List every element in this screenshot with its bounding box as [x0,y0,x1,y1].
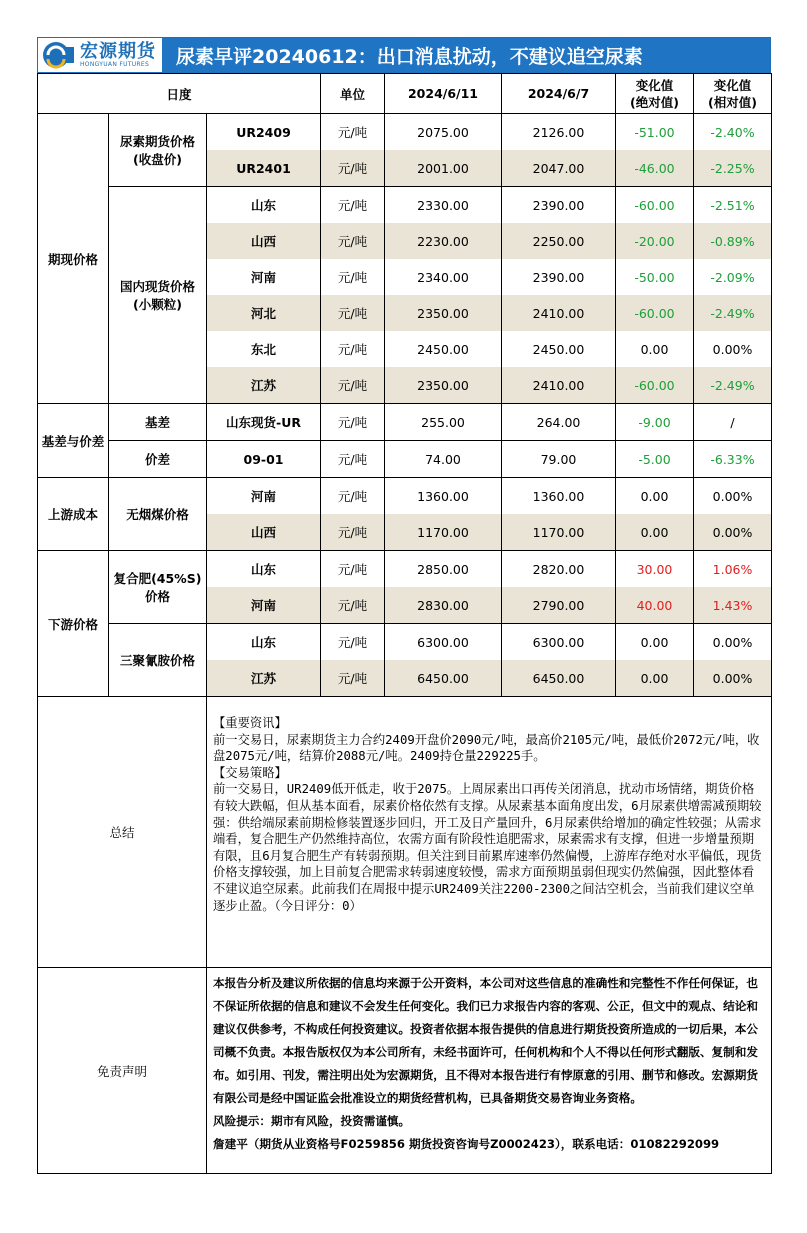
row-change-rel: -6.33% [694,441,772,478]
row-change-rel: 1.06% [694,551,772,588]
row-change-rel: -2.51% [694,187,772,224]
row-value-date1: 2075.00 [385,114,502,151]
sub-label-line: (小颗粒) [133,297,182,312]
logo-en: HONGYUAN FUTURES [80,60,150,68]
disclaimer-paragraph: 本报告分析及建议所依据的信息均来源于公开资料，本公司对这些信息的准确性和完整性不作任何保证，也不保证所依据的信息和建议不会发生任何变化。我们已力求报告内容的客观、公正，但文中的观点、结论和建议仅供参考，不构成任何投资建议。投资者依据本报告提供的信息进行期货投资所造成的一切后果，本公司概不负责。本报告版权仅为本公司所有，未经书面许可，任何机构和个人不得以任何形式翻版、复制和发布。如引用、刊发，需注明出处为宏源期货，且不得对本报告进行有悖原意的引用、删节和修改。宏源期货有限公司是经中国证监会批准设立的期货经营机构，已具备期货交易咨询业务资格。 [213,976,758,1105]
row-unit: 元/吨 [321,259,385,295]
sub-label [109,624,207,697]
row-item: UR2409 [207,114,321,151]
sub-label-line: 复合肥(45%S) [113,571,202,586]
row-change-rel: 0.00% [694,624,772,661]
col-date2: 2024/6/7 [502,74,616,114]
row-unit: 元/吨 [321,331,385,367]
sub-label-line: 三聚氰胺价格 [119,653,195,668]
row-change-rel: -2.09% [694,259,772,295]
sub-label-line: 基差 [144,415,170,430]
row-value-date2: 2126.00 [502,114,616,151]
row-value-date2: 2047.00 [502,150,616,187]
row-change-rel: -2.40% [694,114,772,151]
row-change-rel: -2.25% [694,150,772,187]
row-value-date1: 1360.00 [385,478,502,515]
sub-label [109,114,207,187]
sub-label-line: 国内现货价格 [119,279,195,294]
table-row [38,187,772,224]
row-change-abs: 0.00 [616,331,694,367]
row-change-abs: 0.00 [616,660,694,697]
group-label: 基差与价差 [38,404,109,478]
row-value-date1: 2450.00 [385,331,502,367]
row-unit: 元/吨 [321,514,385,551]
row-value-date2: 264.00 [502,404,616,441]
group-label: 下游价格 [38,551,109,697]
row-change-abs: -20.00 [616,223,694,259]
row-item: 山东 [207,551,321,588]
row-change-abs: 40.00 [616,587,694,624]
row-value-date2: 2410.00 [502,295,616,331]
row-change-abs: 30.00 [616,551,694,588]
sub-label-line: 价格 [144,589,170,604]
disclaimer-paragraph: 詹建平（期货从业资格号F0259856 期货投资咨询号Z0002423），联系电话：01082292099 [213,1137,720,1151]
logo [38,38,162,72]
row-value-date2: 2790.00 [502,587,616,624]
row-change-abs: -51.00 [616,114,694,151]
disclaimer-label: 免责声明 [38,968,207,1174]
table-row [38,478,772,515]
row-item: 河南 [207,259,321,295]
summary-row [38,697,772,968]
row-change-abs: 0.00 [616,624,694,661]
price-table [37,73,772,1174]
report-header [37,37,771,73]
sub-label-line: 价差 [144,452,170,467]
row-unit: 元/吨 [321,187,385,224]
row-value-date1: 255.00 [385,404,502,441]
report-title: 尿素早评20240612：出口消息扰动，不建议追空尿素 [162,38,770,72]
row-change-abs: -60.00 [616,367,694,404]
row-value-date1: 2001.00 [385,150,502,187]
row-unit: 元/吨 [321,367,385,404]
sub-label [109,187,207,404]
row-unit: 元/吨 [321,624,385,661]
row-unit: 元/吨 [321,441,385,478]
row-change-rel: 0.00% [694,660,772,697]
row-value-date1: 2330.00 [385,187,502,224]
table-header [38,74,772,114]
table-row [38,441,772,478]
group-label: 期现价格 [38,114,109,404]
row-change-rel: 0.00% [694,478,772,515]
row-value-date1: 74.00 [385,441,502,478]
table-row [38,114,772,151]
summary-paragraph: 【重要资讯】 [213,716,287,730]
report [37,37,771,1174]
table-row [38,624,772,661]
row-change-abs: 0.00 [616,514,694,551]
col-rel: 变化值 (相对值) [694,74,772,114]
row-unit: 元/吨 [321,404,385,441]
row-value-date1: 2850.00 [385,551,502,588]
summary-content [207,697,772,968]
row-change-abs: -50.00 [616,259,694,295]
row-value-date2: 6450.00 [502,660,616,697]
row-unit: 元/吨 [321,223,385,259]
row-change-rel: 1.43% [694,587,772,624]
summary-paragraph: 【交易策略】 [213,765,287,780]
row-item: 江苏 [207,367,321,404]
row-item: 河南 [207,478,321,515]
logo-cn: 宏源期货 [80,40,156,62]
row-value-date1: 2830.00 [385,587,502,624]
disclaimer-content [207,968,772,1174]
row-value-date2: 2390.00 [502,259,616,295]
row-item: 山东 [207,187,321,224]
summary-paragraph: 前一交易日，尿素期货主力合约2409开盘价2090元/吨，最高价2105元/吨，最低价2072元/吨，收盘2075元/吨，结算价2088元/吨。2409持仓量229225手。 [213,732,760,764]
row-unit: 元/吨 [321,587,385,624]
row-item: 山东现货-UR [207,404,321,441]
row-unit: 元/吨 [321,551,385,588]
group-label: 上游成本 [38,478,109,551]
row-change-rel: 0.00% [694,514,772,551]
row-unit: 元/吨 [321,295,385,331]
sub-label [109,478,207,551]
logo-icon [42,41,76,69]
col-unit: 单位 [321,74,385,114]
sub-label-line: 无烟煤价格 [126,507,189,522]
row-change-rel: -0.89% [694,223,772,259]
row-value-date2: 2410.00 [502,367,616,404]
row-unit: 元/吨 [321,150,385,187]
disclaimer-paragraph: 风险提示：期市有风险，投资需谨慎。 [213,1114,411,1128]
disclaimer-row [38,968,772,1174]
row-item: 09-01 [207,441,321,478]
row-value-date1: 1170.00 [385,514,502,551]
row-value-date1: 6300.00 [385,624,502,661]
row-change-abs: -9.00 [616,404,694,441]
row-value-date2: 1170.00 [502,514,616,551]
row-value-date2: 2250.00 [502,223,616,259]
row-change-abs: 0.00 [616,478,694,515]
row-value-date1: 2230.00 [385,223,502,259]
row-item: 东北 [207,331,321,367]
row-change-abs: -60.00 [616,295,694,331]
row-item: 山东 [207,624,321,661]
row-item: 河南 [207,587,321,624]
table-row [38,404,772,441]
row-change-abs: -5.00 [616,441,694,478]
summary-label: 总结 [38,697,207,968]
col-date1: 2024/6/11 [385,74,502,114]
table-row [38,551,772,588]
sub-label [109,441,207,478]
sub-label-line: 尿素期货价格 [119,134,195,149]
sub-label-line: (收盘价) [133,152,182,167]
row-unit: 元/吨 [321,660,385,697]
row-item: 河北 [207,295,321,331]
row-change-rel: 0.00% [694,331,772,367]
row-change-rel: -2.49% [694,367,772,404]
col-abs: 变化值 (绝对值) [616,74,694,114]
row-value-date2: 2820.00 [502,551,616,588]
row-value-date2: 6300.00 [502,624,616,661]
sub-label [109,551,207,624]
summary-paragraph: 前一交易日，UR2409低开低走，收于2075。上周尿素出口再传关闭消息，扰动市场情绪，期货价格有较大跌幅，但从基本面看，尿素价格依然有支撑。从尿素基本面角度出发，6月尿素供增需减预期较强：供给端尿素前期检修装置逐步回归，开工及日产量回升，6月尿素供给增加的确定性较强；从需求端看，复合肥生产仍然维持高位，农需方面有阶段性追肥需求，尿素需求有支撑，但进一步增量预期有限，且6月复合肥生产有转弱预期。但关注到目前累库速率仍然偏慢，上游库存绝对水平偏低，现货价格支撑较强，加上目前复合肥需求转弱速度较慢，需求方面预期虽弱但现实仍然偏强，因此整体看不建议追空尿素。此前我们在周报中提示UR2409关注2200-2300之间沽空机会，当前我们建议空单逐步止盈。（今日评分：0） [213,782,762,913]
row-change-rel: / [694,404,772,441]
row-change-abs: -60.00 [616,187,694,224]
sub-label [109,404,207,441]
row-change-rel: -2.49% [694,295,772,331]
row-value-date2: 79.00 [502,441,616,478]
row-value-date1: 2350.00 [385,367,502,404]
row-unit: 元/吨 [321,478,385,515]
row-change-abs: -46.00 [616,150,694,187]
row-item: 江苏 [207,660,321,697]
row-item: 山西 [207,223,321,259]
row-item: 山西 [207,514,321,551]
row-item: UR2401 [207,150,321,187]
row-value-date1: 6450.00 [385,660,502,697]
row-value-date1: 2340.00 [385,259,502,295]
col-dim: 日度 [38,74,321,114]
row-value-date2: 2390.00 [502,187,616,224]
row-value-date2: 2450.00 [502,331,616,367]
row-value-date2: 1360.00 [502,478,616,515]
row-value-date1: 2350.00 [385,295,502,331]
row-unit: 元/吨 [321,114,385,151]
